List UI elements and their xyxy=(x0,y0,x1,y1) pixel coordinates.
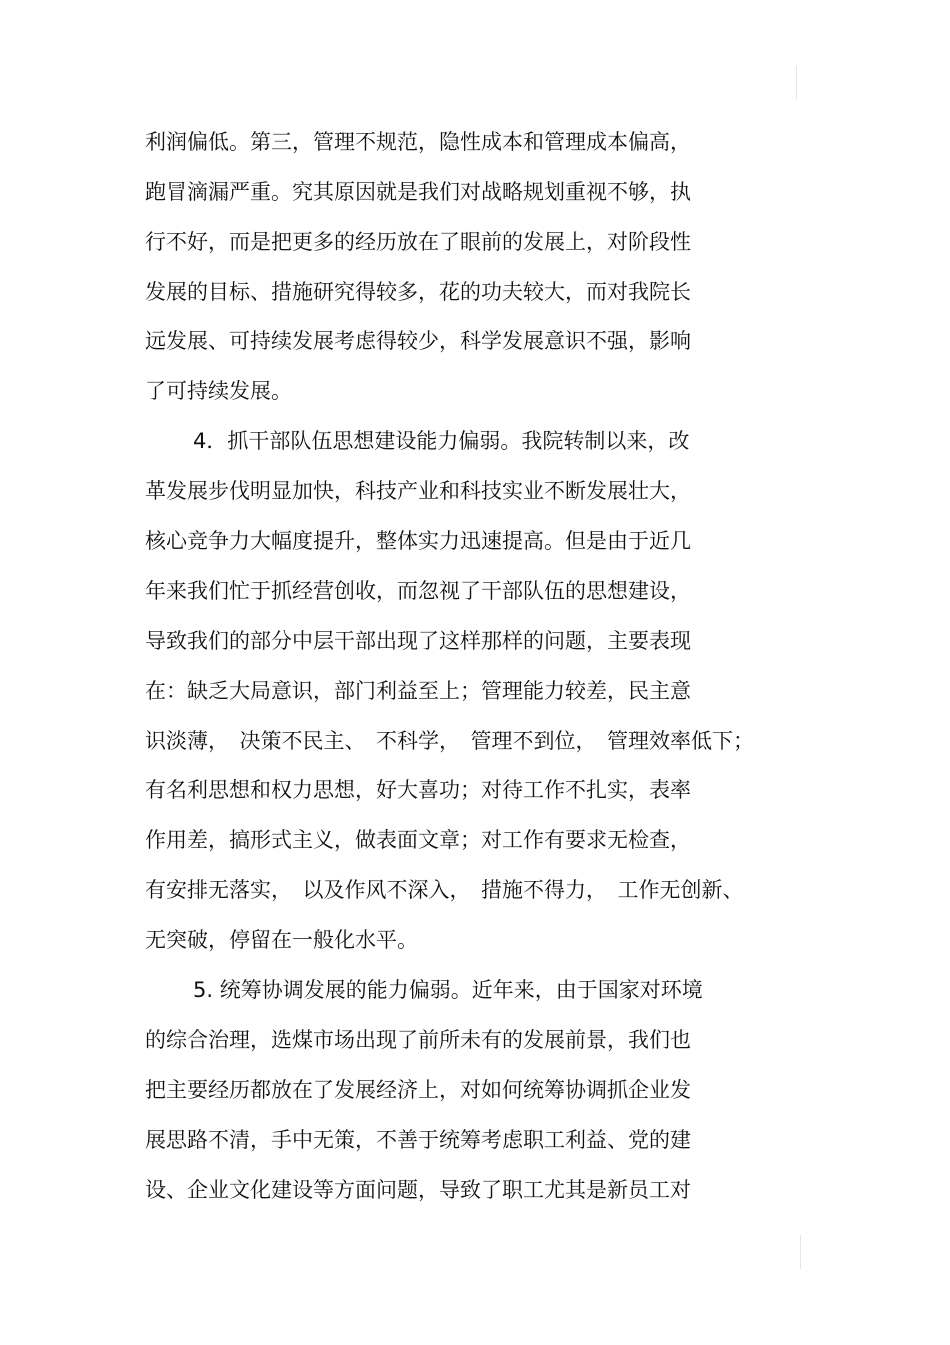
text-line: 跑冒滴漏严重。究其原因就是我们对战略规划重视不够，执 xyxy=(145,180,691,204)
text-line: 核心竞争力大幅度提升，整体实力迅速提高。但是由于近几 xyxy=(145,529,691,553)
text-line: 作用差，搞形式主义，做表面文章；对工作有要求无检查， xyxy=(145,828,691,852)
section-4-heading-line: 4．抓干部队伍思想建设能力偏弱。我院转制以来，改 xyxy=(193,429,690,453)
section-5-heading-line: 5. 统筹协调发展的能力偏弱。近年来，由于国家对环境 xyxy=(193,978,703,1002)
text-line: 有名利思想和权力思想，好大喜功；对待工作不扎实，表率 xyxy=(145,778,691,802)
text-line: 了可持续发展。 xyxy=(145,379,292,403)
text-line: 年来我们忙于抓经营创收，而忽视了干部队伍的思想建设， xyxy=(145,579,691,603)
text-line: 远发展、可持续发展考虑得较少，科学发展意识不强，影响 xyxy=(145,329,691,353)
text-line: 设、企业文化建设等方面问题，导致了职工尤其是新员工对 xyxy=(145,1178,691,1202)
text-line: 行不好，而是把更多的经历放在了眼前的发展上，对阶段性 xyxy=(145,230,691,254)
text-line: 识淡薄， 决策不民主、 不科学， 管理不到位， 管理效率低下； xyxy=(145,729,754,753)
text-line: 展思路不清，手中无策，不善于统筹考虑职工利益、党的建 xyxy=(145,1128,691,1152)
text-line: 在：缺乏大局意识，部门利益至上；管理能力较差，民主意 xyxy=(145,679,691,703)
text-line: 无突破，停留在一般化水平。 xyxy=(145,928,418,952)
text-line: 利润偏低。第三，管理不规范，隐性成本和管理成本偏高， xyxy=(145,130,691,154)
text-line: 导致我们的部分中层干部出现了这样那样的问题，主要表现 xyxy=(145,629,691,653)
text-line: 的综合治理，选煤市场出现了前所未有的发展前景，我们也 xyxy=(145,1028,691,1052)
text-line: 发展的目标、措施研究得较多，花的功夫较大，而对我院长 xyxy=(145,280,691,304)
text-line: 有安排无落实， 以及作风不深入， 措施不得力， 工作无创新、 xyxy=(145,878,744,902)
text-line: 革发展步伐明显加快，科技产业和科技实业不断发展壮大， xyxy=(145,479,691,503)
text-line: 把主要经历都放在了发展经济上，对如何统筹协调抓企业发 xyxy=(145,1078,691,1102)
